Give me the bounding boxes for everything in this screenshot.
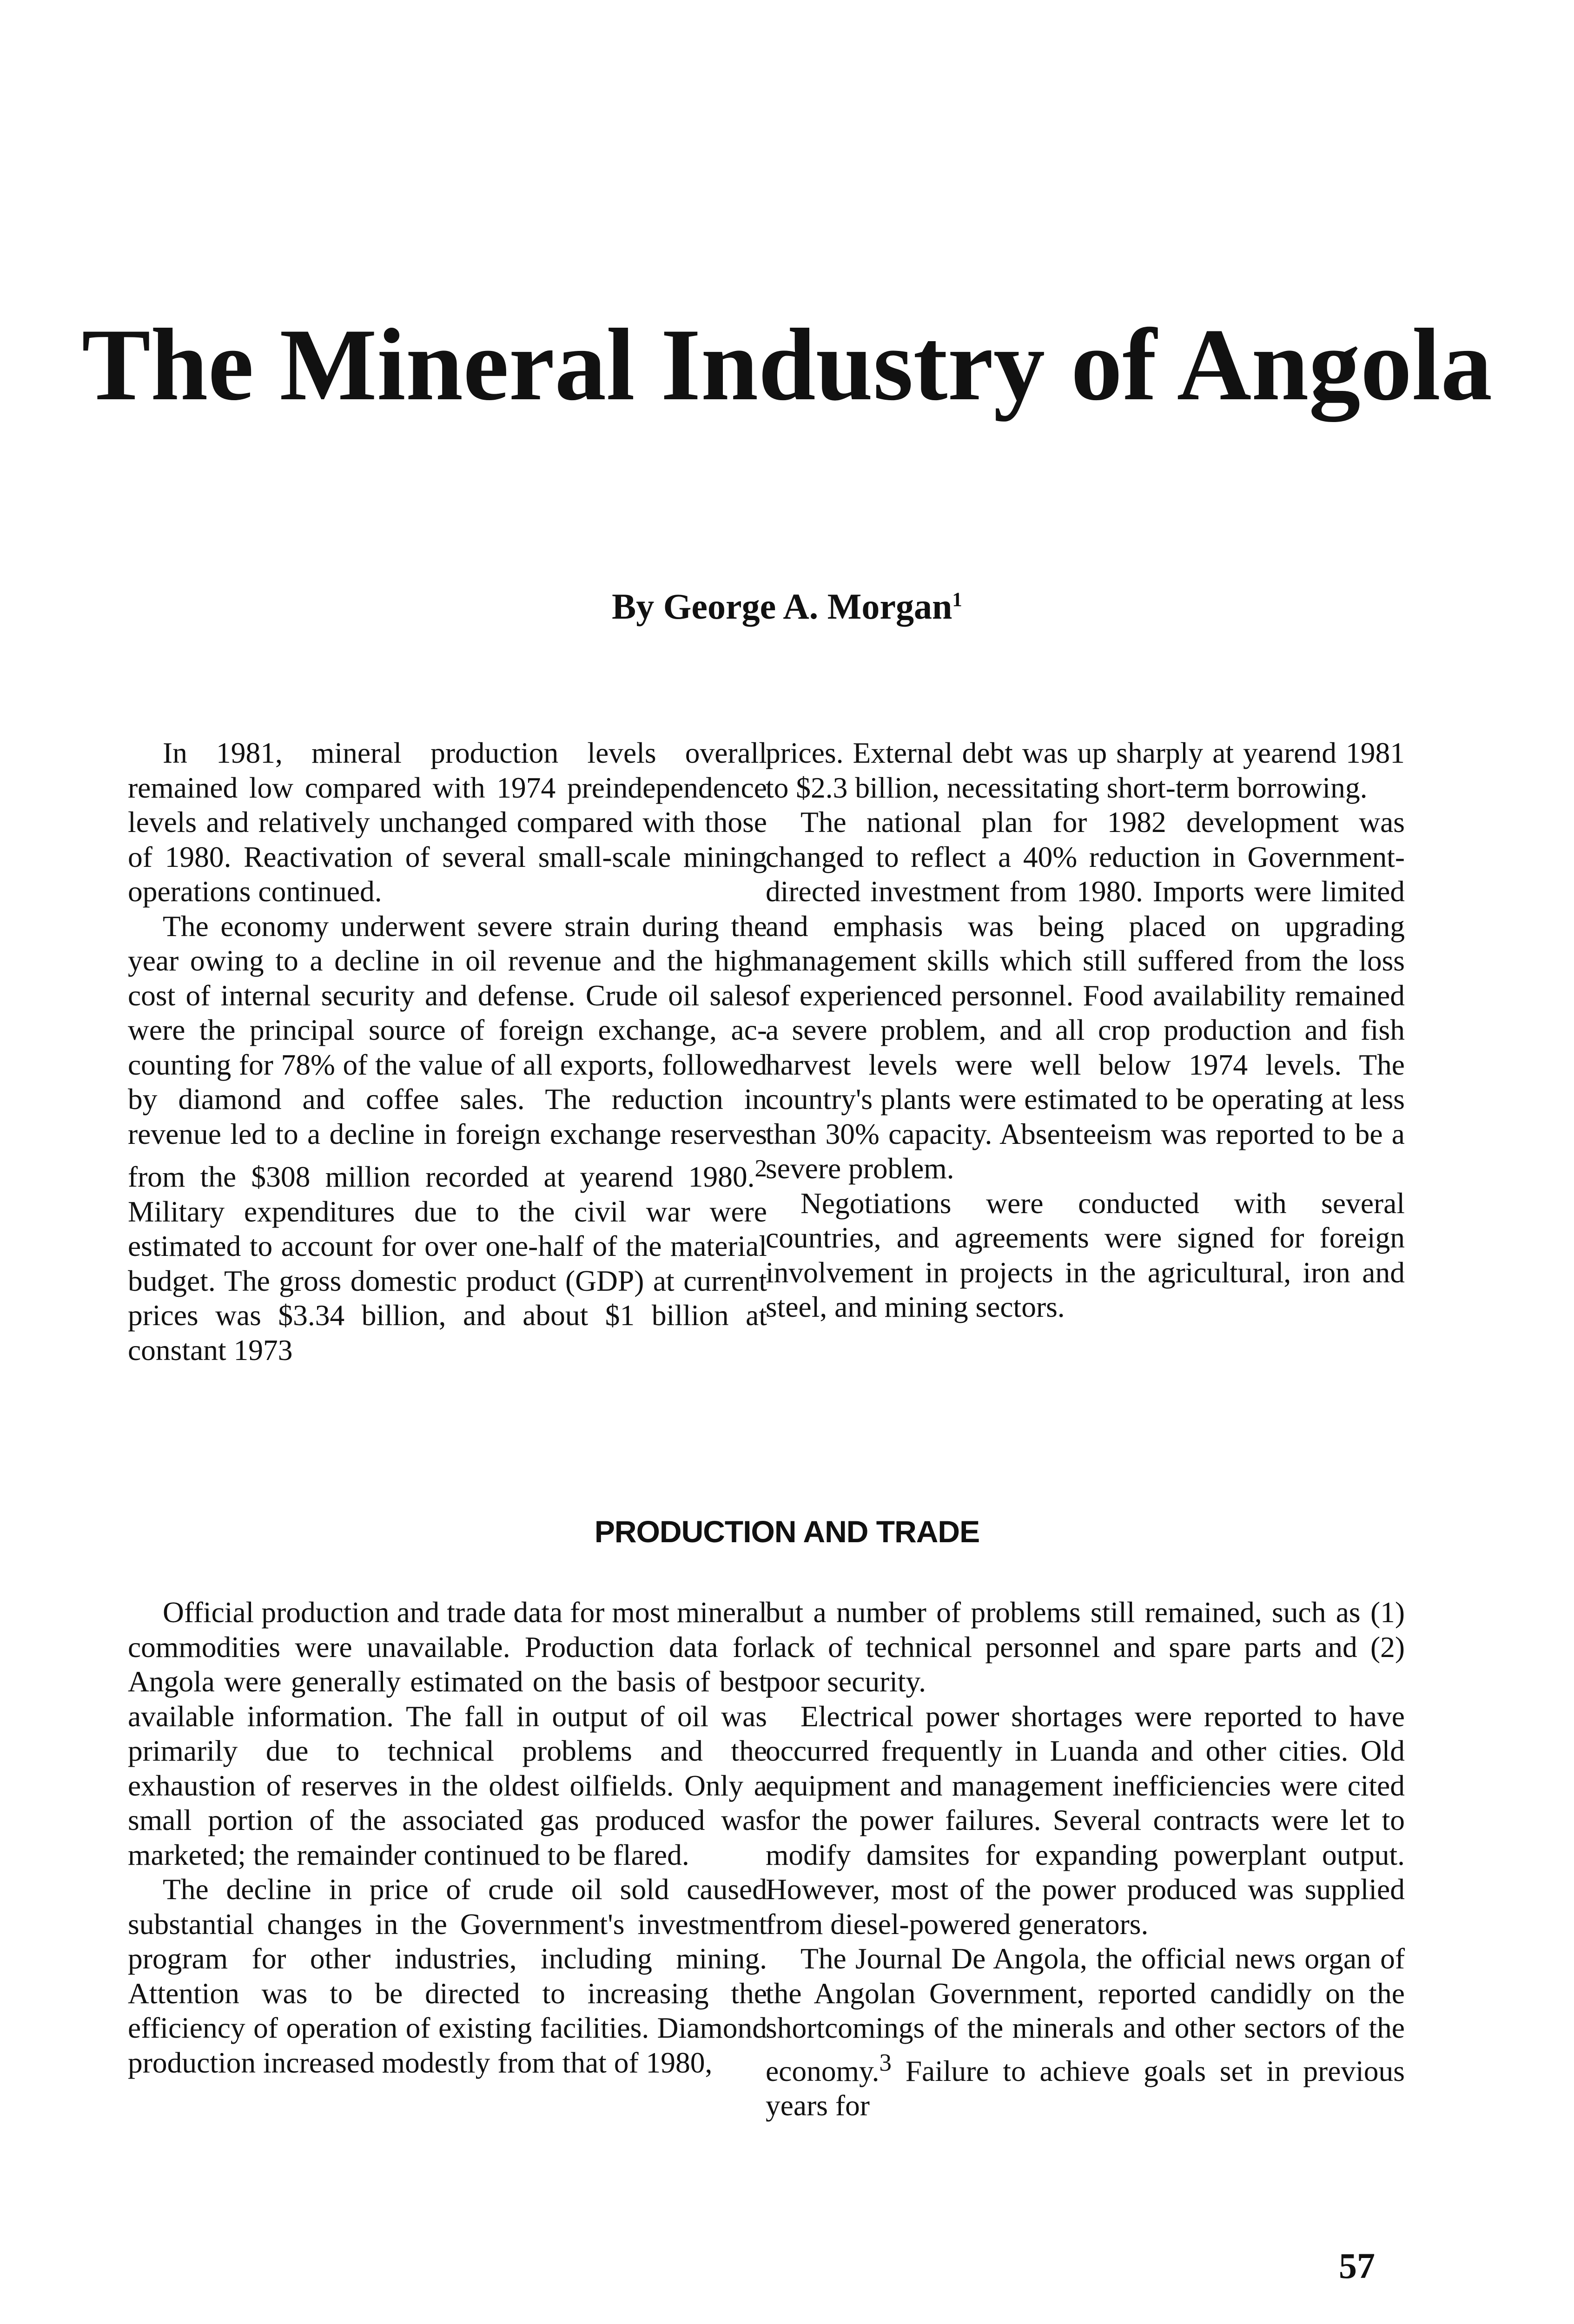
paragraph-text: The economy underwent severe strain during the year owing to a decline in oil revenue and the high cost of internal security and defense. Crude oil sales were the principal source of foreign exchange, accounting for 78% of the value of all exports, followed by diamond and coffee sales. The reduction in revenue led to a decline in foreign exchange reserves from the $308 million recorded at yearend 1980. xyxy=(128,909,767,1194)
paragraph: Official production and trade data for most mineral commodities were unavailable. Production data for Angola were generally estimated on the basis of best available information. The fall in output of oil was primarily due to technical problems and the exhaustion of reserves in the oldest oilfields. Only a small portion of the associated gas produced was marketed; the remainder continued to be flared. xyxy=(128,1596,767,1871)
footnote-marker: 2 xyxy=(754,1155,767,1182)
author-name: By George A. Morgan xyxy=(612,586,952,627)
paragraph: In 1981, mineral production levels overall remained low compared with 1974 preindependence levels and relatively unchanged compared with those of 1980. Reactivation of several small-scale mining operations continued. xyxy=(128,736,767,908)
paragraph xyxy=(766,1941,1405,2123)
page-title: The Mineral Industry of Angola xyxy=(81,308,1493,422)
footnote-marker: 3 xyxy=(879,2049,892,2076)
paragraph: The decline in price of crude oil sold caused substantial changes in the Government's investment program for other industries, including mining. Attention was to be directed to increasing the efficiency of operation of existing facilities. Diamond production increased modestly from that of 1980, xyxy=(128,1873,767,2079)
production-column-left xyxy=(128,1595,767,2080)
paragraph: Electrical power shortages were reported to have occurred frequently in Luanda and other cities. Old equipment and management inefficiencies were cited for the power failures. Several contracts were let to modify damsites for expanding powerplant output. However, most of the power produced was supplied from diesel-powered generators. xyxy=(766,1699,1405,1941)
paragraph: but a number of problems still remained, such as (1) lack of technical personnel and spare parts and (2) poor security. xyxy=(766,1596,1405,1698)
intro-column-left xyxy=(128,736,767,1367)
intro-column-right xyxy=(766,736,1405,1325)
paragraph: prices. External debt was up sharply at yearend 1981 to $2.3 billion, necessitating short-term borrowing. xyxy=(766,736,1405,804)
paragraph xyxy=(128,909,767,1368)
byline xyxy=(0,583,1574,630)
production-column-right xyxy=(766,1595,1405,2123)
section-heading: PRODUCTION AND TRADE xyxy=(594,1514,980,1549)
page-number: 57 xyxy=(1339,2245,1375,2286)
paragraph: Negotiations were conducted with several countries, and agreements were signed for foreign involvement in projects in the agricultural, iron and steel, and mining sectors. xyxy=(766,1186,1405,1323)
paragraph-text: Military expenditures due to the civil war were estimated to account for over one-half of the material budget. The gross domestic product (GDP) at current prices was $3.34 billion, and about $1 billion at constant 1973 xyxy=(128,1195,767,1367)
paragraph-text: The Journal De Angola, the official news organ of the Angolan Government, reported candidly on the shortcomings of the minerals and other sectors of the economy. xyxy=(766,1942,1405,2087)
paragraph: The national plan for 1982 development was changed to reflect a 40% reduction in Government-directed investment from 1980. Imports were limited and emphasis was being placed on upgrading management skills which still suffered from the loss of experienced personnel. Food availability remained a severe problem, and all crop production and fish harvest levels were well below 1974 levels. The country's plants were estimated to be operating at less than 30% capacity. Absenteeism was reported to be a severe problem. xyxy=(766,805,1405,1185)
paragraph-text: Failure to achieve goals set in previous years for xyxy=(766,2054,1405,2122)
footnote-marker: 1 xyxy=(952,589,962,611)
